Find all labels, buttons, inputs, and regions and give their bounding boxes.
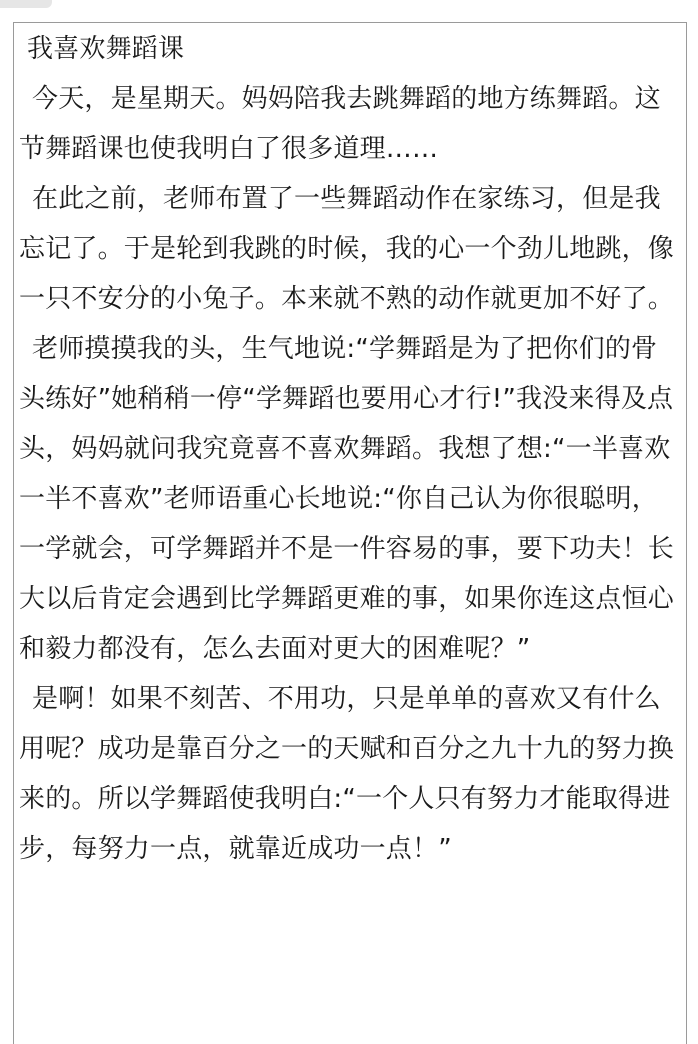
top-strip	[0, 0, 698, 20]
paragraph-text: 老师摸摸我的头，生气地说:“学舞蹈是为了把你们的骨头练好”她稍稍一停“学舞蹈也要用心才行!”我没来得及点头，妈妈就问我究竟喜不喜欢舞蹈。我想了想:“一半喜欢一半不喜欢”老师语重心长地说:“你自己认为你很聪明，一学就会，可学舞蹈并不是一件容易的事，要下功夫！长大以后肯定会遇到比学舞蹈更难的事，如果你连这点恒心和毅力都没有，怎么去面对更大的困难呢？”	[19, 334, 675, 664]
paragraph-text: 是啊！如果不刻苦、不用功，只是单单的喜欢又有什么用呢？成功是靠百分之一的天赋和百分之九十九的努力换来的。所以学舞蹈使我明白:“一个人只有努力才能取得进步，每努力一点，就靠近成功一点！”	[19, 684, 675, 864]
paragraph-text: 在此之前，老师布置了一些舞蹈动作在家练习，但是我忘记了。于是轮到我跳的时候，我的心一个劲儿地跳，像一只不安分的小兔子。本来就不熟的动作就更加不好了。	[19, 184, 675, 314]
top-corner-mark	[0, 0, 52, 8]
paragraph-2	[19, 174, 683, 324]
document-title: 我喜欢舞蹈课	[27, 34, 185, 64]
paragraph-1	[19, 74, 683, 174]
paragraph-text: 今天，是星期天。妈妈陪我去跳舞蹈的地方练舞蹈。这节舞蹈课也使我明白了很多道理……	[19, 84, 661, 164]
paragraph-3	[19, 324, 683, 674]
paragraph-4	[19, 674, 683, 874]
document-content	[19, 24, 683, 874]
